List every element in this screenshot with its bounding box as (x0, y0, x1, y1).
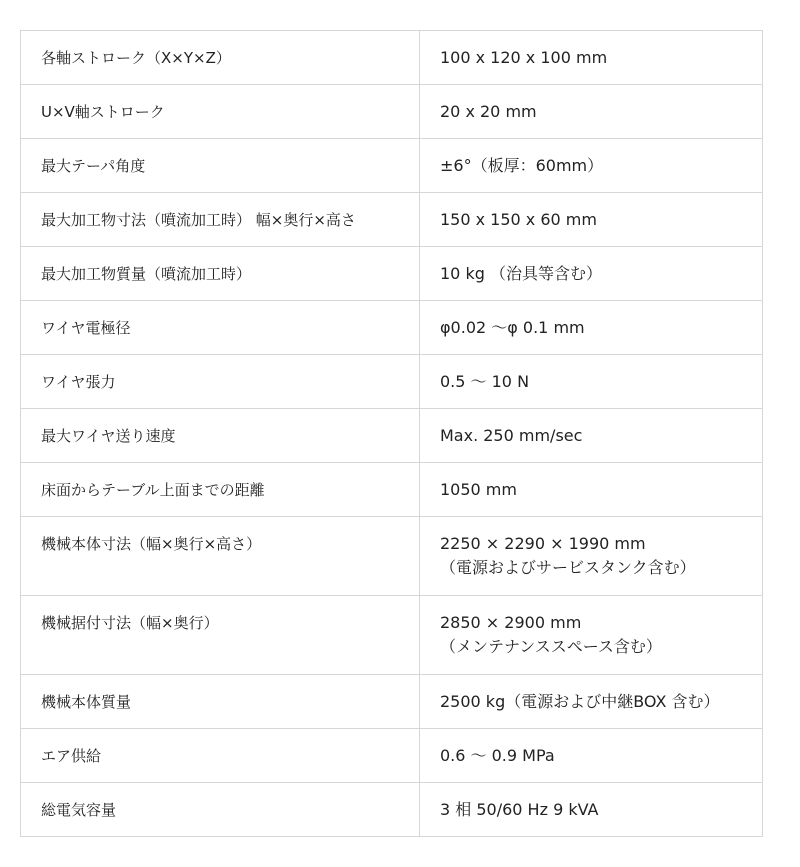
spec-value-text: 10 kg （治具等含む） (440, 264, 602, 283)
spec-label: 最大ワイヤ送り速度 (21, 409, 420, 463)
spec-row (21, 463, 763, 517)
spec-value (420, 139, 763, 193)
spec-label: 各軸ストローク（X×Y×Z） (21, 31, 420, 85)
spec-row (21, 729, 763, 783)
spec-value (420, 517, 763, 596)
spec-label: 最大テーパ角度 (21, 139, 420, 193)
spec-value (420, 409, 763, 463)
spec-value-text: 2850 × 2900 mm (440, 613, 582, 632)
spec-value-text: 2250 × 2290 × 1990 mm (440, 534, 646, 553)
spec-label: 床面からテーブル上面までの距離 (21, 463, 420, 517)
spec-row (21, 409, 763, 463)
spec-value-text: 100 x 120 x 100 mm (440, 48, 608, 67)
spec-value-text: φ0.02 〜φ 0.1 mm (440, 318, 585, 337)
spec-value-text: Max. 250 mm/sec (440, 426, 583, 445)
spec-label: U×V軸ストローク (21, 85, 420, 139)
spec-value (420, 247, 763, 301)
spec-value (420, 783, 763, 837)
spec-label: 機械据付寸法（幅×奥行） (21, 596, 420, 675)
spec-value-text: 0.6 〜 0.9 MPa (440, 746, 555, 765)
spec-label: 機械本体質量 (21, 675, 420, 729)
spec-value (420, 193, 763, 247)
spec-row (21, 783, 763, 837)
spec-value (420, 301, 763, 355)
spec-value-text: 3 相 50/60 Hz 9 kVA (440, 800, 599, 819)
spec-value-text: 1050 mm (440, 480, 517, 499)
spec-label: 総電気容量 (21, 783, 420, 837)
spec-row (21, 247, 763, 301)
spec-value-text: 150 x 150 x 60 mm (440, 210, 597, 229)
spec-value (420, 675, 763, 729)
spec-row (21, 139, 763, 193)
spec-label: ワイヤ張力 (21, 355, 420, 409)
spec-label: 機械本体寸法（幅×奥行×高さ） (21, 517, 420, 596)
spec-row (21, 193, 763, 247)
spec-value-text: 2500 kg（電源および中継BOX 含む） (440, 692, 720, 711)
spec-row (21, 301, 763, 355)
spec-value-text: 20 x 20 mm (440, 102, 537, 121)
spec-row (21, 517, 763, 596)
spec-label: 最大加工物寸法（噴流加工時） 幅×奥行×高さ (21, 193, 420, 247)
spec-label: エア供給 (21, 729, 420, 783)
spec-value (420, 596, 763, 675)
spec-label: 最大加工物質量（噴流加工時） (21, 247, 420, 301)
spec-value-note: （電源およびサービスタンク含む） (440, 558, 696, 577)
spec-value (420, 729, 763, 783)
spec-row (21, 31, 763, 85)
spec-row (21, 675, 763, 729)
spec-row (21, 596, 763, 675)
spec-value (420, 85, 763, 139)
spec-value (420, 31, 763, 85)
spec-value (420, 463, 763, 517)
spec-value-note: （メンテナンススペース含む） (440, 637, 662, 656)
spec-row (21, 85, 763, 139)
spec-table (20, 30, 763, 837)
spec-row (21, 355, 763, 409)
spec-value-text: 0.5 〜 10 N (440, 372, 530, 391)
spec-value-text: ±6°（板厚：60mm） (440, 156, 604, 175)
spec-value (420, 355, 763, 409)
spec-label: ワイヤ電極径 (21, 301, 420, 355)
